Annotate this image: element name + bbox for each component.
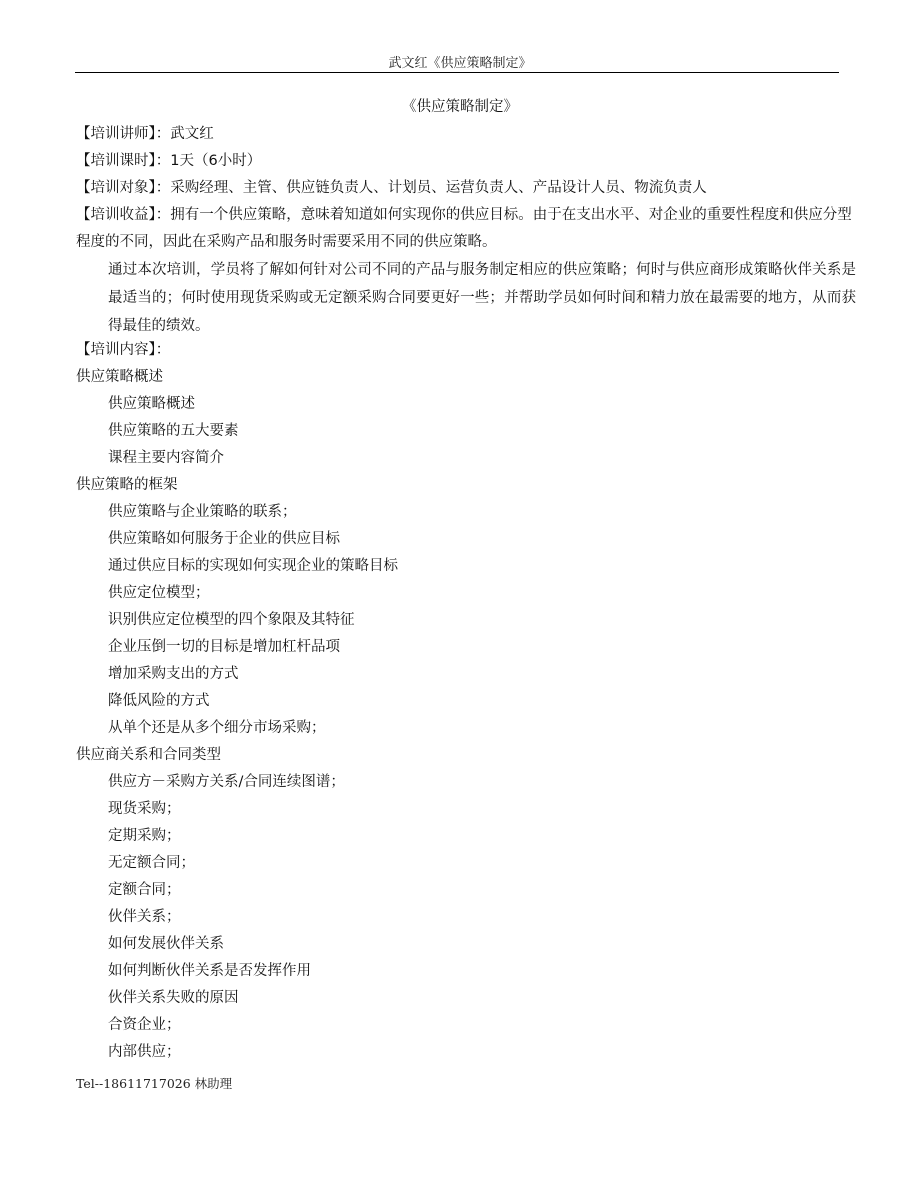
outline-item: 企业压倒一切的目标是增加杠杆品项	[108, 639, 340, 655]
training-description: 通过本次培训，学员将了解如何针对公司不同的产品与服务制定相应的供应策略；何时与供应商形成策略伙伴关系是最适当的；何时使用现货采购或无定额采购合同要更好一些；并帮助学员如何时间和精力放在最需要的地方，从而获得最佳的绩效。	[108, 262, 856, 334]
hours-line: 【培训课时】：1天（6小时）	[76, 153, 262, 169]
course-info	[76, 121, 856, 202]
outline-item: 伙伴关系失败的原因	[108, 990, 239, 1006]
outline-item: 供应定位模型；	[108, 585, 210, 601]
outline-item: 降低风险的方式	[108, 693, 210, 709]
outline-item: 定额合同；	[108, 882, 181, 898]
footer-contact: Tel--18611717026 林助理	[76, 1076, 233, 1091]
page-header: 武文红《供应策略制定》	[388, 56, 532, 71]
outline-item: 无定额合同；	[108, 855, 195, 871]
outline-item: 通过供应目标的实现如何实现企业的策略目标	[108, 558, 398, 574]
outline-section: 供应商关系和合同类型	[76, 747, 221, 763]
outline-item: 从单个还是从多个细分市场采购；	[108, 720, 326, 736]
document-title: 《供应策略制定》	[402, 99, 518, 115]
outline-item: 供应策略与企业策略的联系；	[108, 504, 297, 520]
outline-item: 供应策略的五大要素	[108, 423, 239, 439]
content-heading: 【培训内容】：	[76, 342, 171, 358]
outline-item: 伙伴关系；	[108, 909, 181, 925]
outline-section: 供应策略概述	[76, 369, 163, 385]
outline-item: 定期采购；	[108, 828, 181, 844]
benefit-text: 【培训收益】：拥有一个供应策略，意味着知道如何实现你的供应目标。由于在支出水平、对企业的重要性程度和供应分型程度的不同，因此在采购产品和服务时需要采用不同的供应策略。	[76, 207, 852, 250]
outline-section: 供应策略的框架	[76, 477, 178, 493]
outline-item: 现货采购；	[108, 801, 181, 817]
lecturer-line: 【培训讲师】：武文红	[76, 126, 214, 142]
course-outline	[76, 364, 856, 1066]
outline-item: 供应策略概述	[108, 396, 195, 412]
outline-item: 内部供应；	[108, 1044, 181, 1060]
audience-line: 【培训对象】：采购经理、主管、供应链负责人、计划员、运营负责人、产品设计人员、物流负责人	[76, 180, 707, 196]
outline-item: 供应方－采购方关系/合同连续图谱；	[108, 774, 345, 790]
outline-item: 供应策略如何服务于企业的供应目标	[108, 531, 340, 547]
outline-item: 如何判断伙伴关系是否发挥作用	[108, 963, 311, 979]
outline-item: 合资企业；	[108, 1017, 181, 1033]
outline-item: 课程主要内容简介	[108, 450, 224, 466]
header-divider	[75, 72, 839, 73]
outline-item: 增加采购支出的方式	[108, 666, 239, 682]
outline-item: 识别供应定位模型的四个象限及其特征	[108, 612, 355, 628]
outline-item: 如何发展伙伴关系	[108, 936, 224, 952]
